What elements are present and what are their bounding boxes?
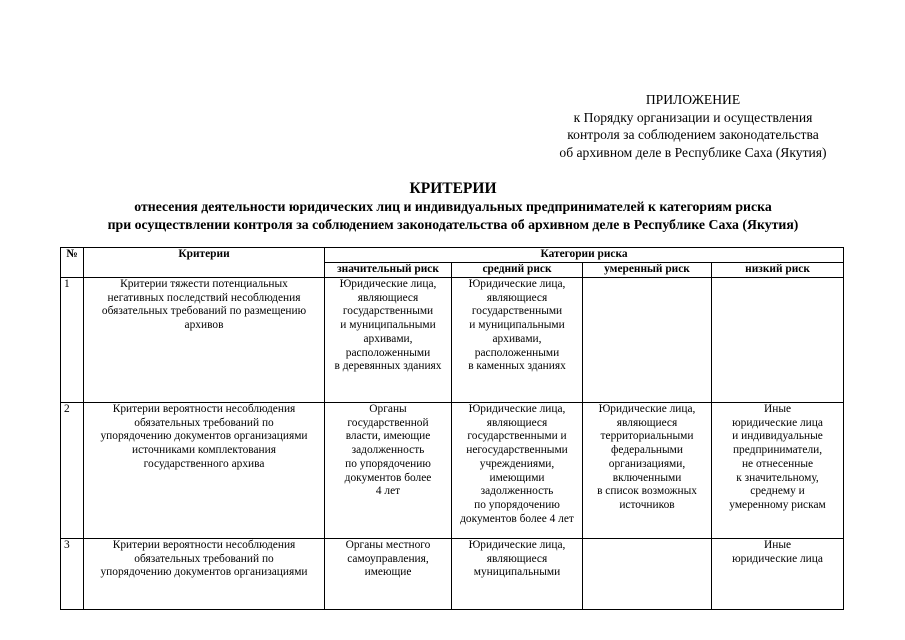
cell-line: включенными [612, 471, 682, 484]
cell-risk-low [712, 403, 844, 539]
cell-line: Юридические лица, [468, 403, 566, 415]
cell-line: власти, имеющие [345, 430, 431, 443]
cell-line: не отнесенные [741, 457, 814, 470]
cell-line: Юридические лица, [468, 278, 566, 290]
cell-line: Юридические лица, [598, 403, 696, 415]
table-row [61, 403, 844, 539]
cell-risk-significant [325, 403, 452, 539]
cell-line: Критерии вероятности несоблюдения [112, 403, 296, 415]
cell-risk-moderate [583, 278, 712, 403]
cell-line: по упорядочению [345, 457, 431, 470]
cell-line: Иные [764, 403, 792, 415]
cell-risk-moderate [583, 403, 712, 539]
cell-line: государственного архива [143, 457, 265, 470]
cell-line: предприниматели, [732, 444, 823, 457]
cell-line: Критерии тяжести потенциальных [120, 278, 288, 290]
cell-line: государственными [342, 305, 434, 318]
cell-line: и индивидуальные [732, 430, 823, 443]
appendix-line: к Порядку организации и осуществления [573, 109, 813, 125]
cell-line: умеренному рискам [729, 498, 826, 511]
table-row [61, 539, 844, 610]
cell-line: муниципальными [473, 566, 561, 579]
row-number: 3 [61, 539, 84, 610]
row-criteria [84, 403, 325, 539]
cell-line: источников [619, 498, 675, 511]
header-row [61, 248, 844, 263]
header-risk-moderate: умеренный риск [583, 263, 712, 278]
cell-line: в список возможных [597, 485, 697, 498]
cell-line: Органы [369, 403, 407, 415]
cell-line: юридические лица [732, 552, 823, 565]
cell-line: упорядочению документов организациями [100, 430, 308, 443]
cell-line: 4 лет [375, 485, 401, 498]
cell-line: обязательных требований по [134, 552, 274, 565]
cell-line: являющиеся [486, 416, 548, 429]
cell-line: государственными [471, 305, 563, 318]
header-risk-medium: средний риск [452, 263, 583, 278]
cell-line: по упорядочению [474, 498, 560, 511]
header-num: № [61, 248, 84, 278]
cell-line: учреждениями, [479, 457, 555, 470]
cell-line: являющиеся [616, 416, 678, 429]
appendix-note [525, 91, 861, 161]
cell-line: федеральными [611, 444, 683, 457]
cell-line: к значительному, [736, 471, 819, 484]
appendix-line: ПРИЛОЖЕНИЕ [645, 92, 741, 107]
cell-line: Иные [764, 539, 792, 551]
cell-line: упорядочению документов организациями [100, 566, 308, 579]
table-body [61, 278, 844, 610]
cell-line: государственной [347, 416, 429, 429]
cell-line: негосударственными [466, 444, 568, 457]
row-criteria [84, 539, 325, 610]
document-title [40, 179, 866, 233]
cell-risk-low [712, 278, 844, 403]
cell-line: Критерии вероятности несоблюдения [112, 539, 296, 551]
header-risk-significant: значительный риск [325, 263, 452, 278]
cell-line: территориальными [600, 430, 694, 443]
cell-risk-significant [325, 539, 452, 610]
cell-line: в деревянных зданиях [334, 360, 442, 373]
cell-line: и муниципальными [340, 319, 436, 332]
cell-line: в каменных зданиях [468, 360, 566, 373]
cell-line: государственными и [467, 430, 567, 443]
cell-line: являющиеся [357, 291, 419, 304]
criteria-table [60, 247, 844, 610]
table-row [61, 278, 844, 403]
row-number: 1 [61, 278, 84, 403]
header-criteria: Критерии [84, 248, 325, 278]
cell-line: Юридические лица, [468, 539, 566, 551]
title-main: КРИТЕРИИ [409, 180, 497, 197]
title-sub-line: отнесения деятельности юридических лиц и индивидуальных предпринимателей к категориям риска [134, 199, 772, 214]
cell-line: расположенными [345, 346, 431, 359]
cell-line: документов более 4 лет [460, 512, 574, 525]
cell-line: архивов [184, 319, 224, 332]
cell-line: среднему и [750, 485, 805, 498]
header-categories: Категории риска [325, 248, 844, 263]
cell-line: документов более [344, 471, 432, 484]
cell-line: задолженность [480, 485, 554, 498]
cell-line: являющиеся [486, 291, 548, 304]
cell-risk-significant [325, 278, 452, 403]
cell-line: самоуправления, [347, 552, 429, 565]
cell-line: архивами, [492, 332, 542, 345]
cell-risk-medium [452, 403, 583, 539]
row-number: 2 [61, 403, 84, 539]
cell-line: источниками комплектования [132, 444, 276, 457]
appendix-line: об архивном деле в Республике Саха (Якутия) [559, 144, 827, 160]
row-criteria [84, 278, 325, 403]
cell-line: являющиеся [486, 552, 548, 565]
cell-line: Юридические лица, [339, 278, 437, 290]
cell-line: обязательных требований по размещению [101, 305, 307, 318]
header-risk-low: низкий риск [712, 263, 844, 278]
cell-risk-medium [452, 539, 583, 610]
cell-line: имеющими [489, 471, 545, 484]
cell-line: расположенными [474, 346, 560, 359]
cell-line: организациями, [608, 457, 686, 470]
title-sub-line: при осуществлении контроля за соблюдением законодательства об архивном деле в Республике Саха (Якутия) [107, 216, 799, 232]
cell-risk-moderate [583, 539, 712, 610]
cell-line: и муниципальными [469, 319, 565, 332]
cell-line: имеющие [364, 566, 412, 579]
cell-line: обязательных требований по [134, 416, 274, 429]
cell-line: задолженность [351, 444, 425, 457]
cell-line: архивами, [363, 332, 413, 345]
cell-line: Органы местного [345, 539, 431, 551]
cell-risk-low [712, 539, 844, 610]
cell-line: негативных последствий несоблюдения [107, 291, 301, 304]
cell-line: юридические лица [732, 416, 823, 429]
appendix-line: контроля за соблюдением законодательства [567, 127, 819, 143]
cell-risk-medium [452, 278, 583, 403]
